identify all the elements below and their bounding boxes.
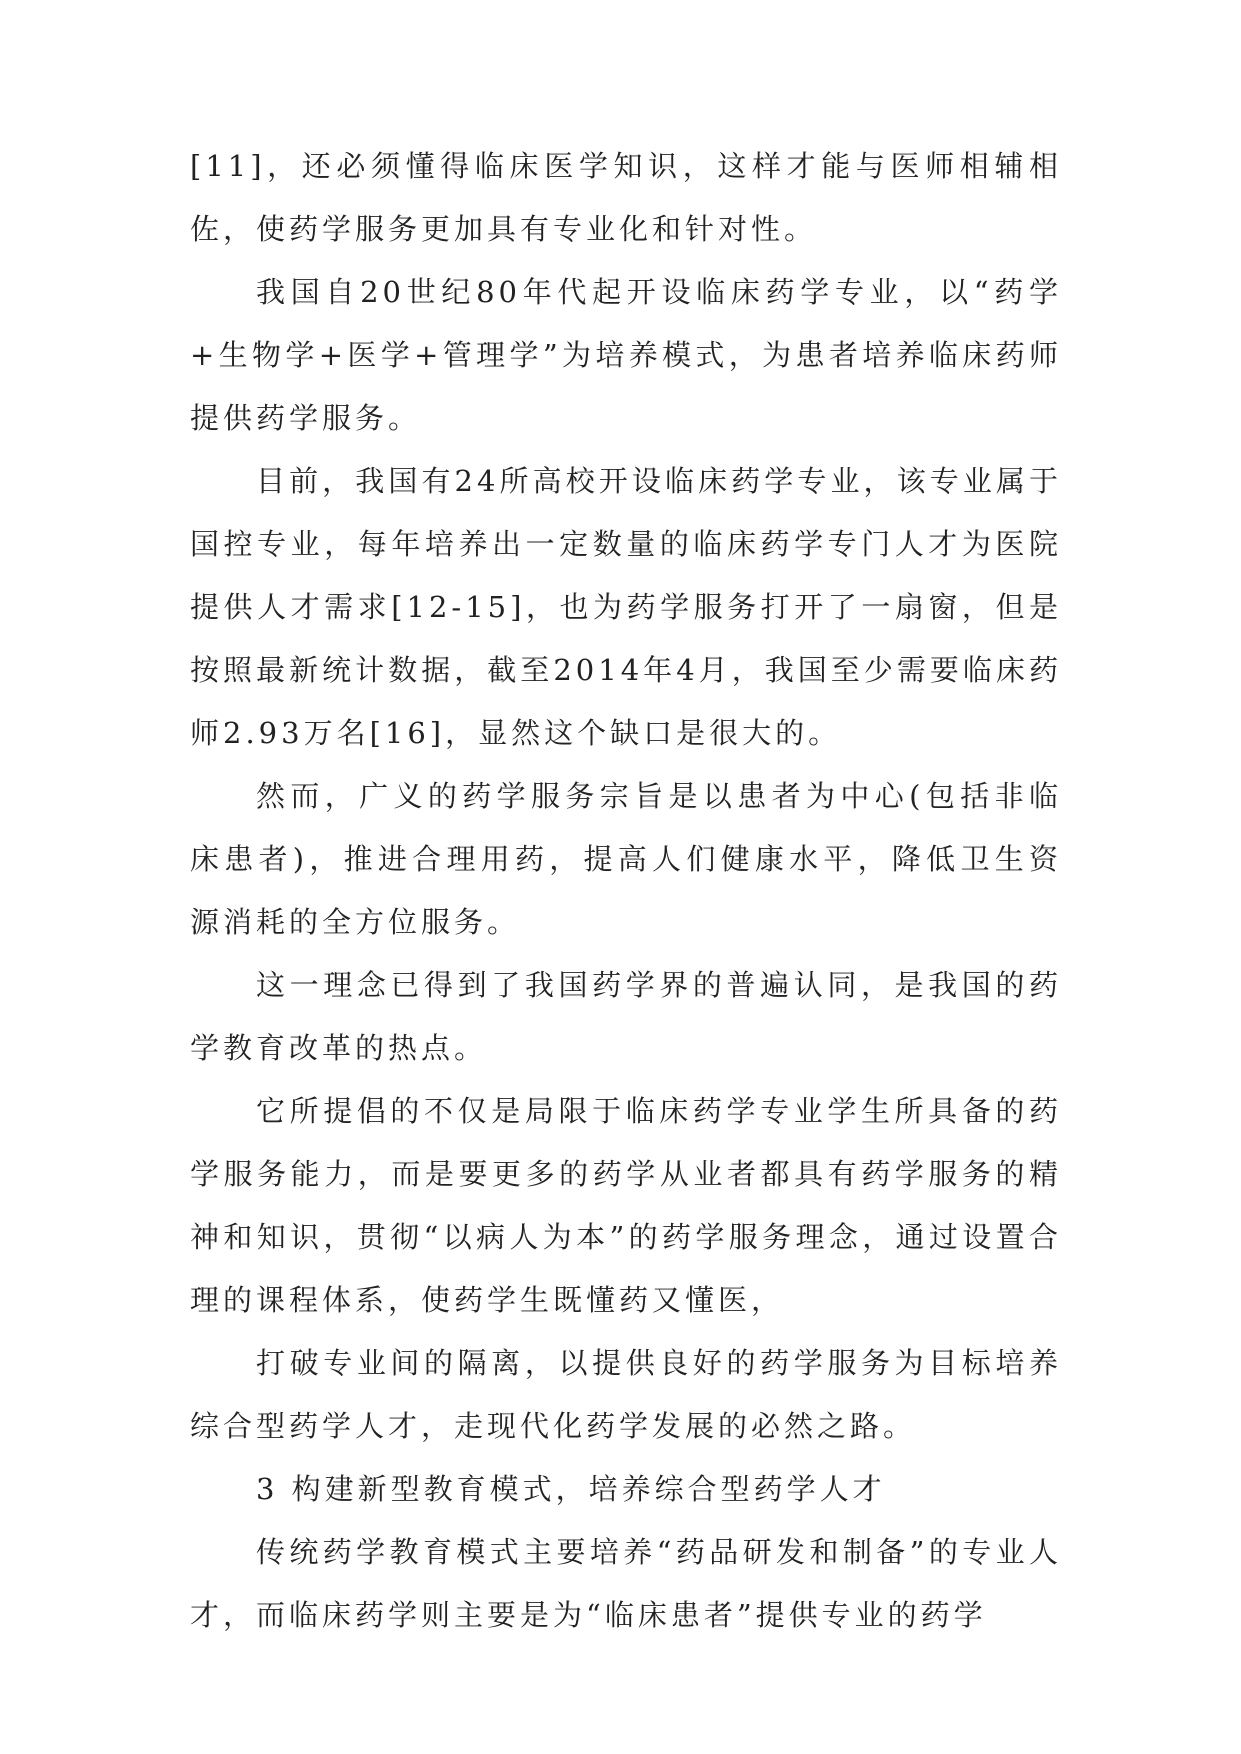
paragraph: 传统药学教育模式主要培养“药品研发和制备”的专业人才，而临床药学则主要是为“临床患者”提供专业的药学 xyxy=(190,1535,1062,1632)
paragraph: 我国自20世纪80年代起开设临床药学专业，以“药学+生物学+医学+管理学”为培养模式，为患者培养临床药师提供药学服务。 xyxy=(190,275,1062,435)
section-heading: 3 构建新型教育模式，培养综合型药学人才 xyxy=(256,1472,886,1506)
paragraph: 这一理念已得到了我国药学界的普遍认同，是我国的药学教育改革的热点。 xyxy=(190,968,1062,1065)
paragraph: 目前，我国有24所高校开设临床药学专业，该专业属于国控专业，每年培养出一定数量的临床药学专门人才为医院提供人才需求[12-15]，也为药学服务打开了一扇窗，但是按照最新统计数据，截至2014年4月，我国至少需要临床药师2.93万名[16]，显然这个缺口是很大的。 xyxy=(190,464,1062,750)
paragraph: 它所提倡的不仅是局限于临床药学专业学生所具备的药学服务能力，而是要更多的药学从业者都具有药学服务的精神和知识，贯彻“以病人为本”的药学服务理念，通过设置合理的课程体系，使药学生既懂药又懂医， xyxy=(190,1094,1062,1317)
paragraph: 打破专业间的隔离，以提供良好的药学服务为目标培养综合型药学人才，走现代化药学发展的必然之路。 xyxy=(190,1346,1062,1443)
paragraph: [11]，还必须懂得临床医学知识，这样才能与医师相辅相佐，使药学服务更加具有专业化和针对性。 xyxy=(190,149,1062,246)
paragraph: 然而，广义的药学服务宗旨是以患者为中心(包括非临床患者)，推进合理用药，提高人们健康水平，降低卫生资源消耗的全方位服务。 xyxy=(190,779,1062,939)
document-body xyxy=(190,135,1062,1647)
